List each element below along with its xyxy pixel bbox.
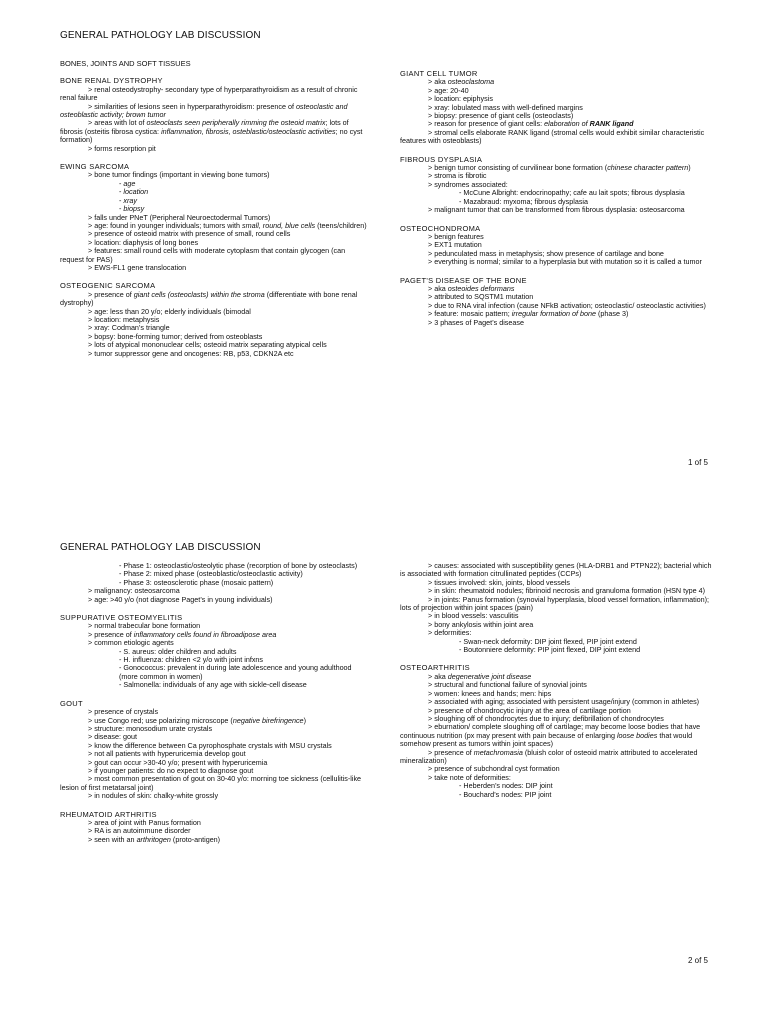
sub-bullet-line: - age — [119, 178, 136, 188]
bullet-line: > not all patients with hyperuricemia develop gout — [88, 749, 246, 759]
bullet-line: > know the difference between Ca pyrophosphate crystals with MSU crystals — [88, 740, 332, 750]
bullet-line: > if younger patients: do no expect to diagnose gout — [88, 765, 254, 775]
sub-bullet-line: - Mazabraud: myxoma; fibrous dysplasia — [459, 196, 589, 206]
bullet-line: > area of joint with Panus formation — [88, 817, 201, 827]
bullet-line: > presence of chondrocytic injury at the area of cartilage portion — [428, 705, 631, 715]
left-column-content — [60, 562, 370, 844]
bullet-line: > malignancy: osteosarcoma — [88, 586, 180, 596]
bullet-line: > EWS-FL1 gene translocation — [88, 262, 187, 272]
sub-bullet-line: - Salmonella: individuals of any age with sickle-cell disease — [119, 680, 307, 690]
sub-bullet-line: - McCune Albright: endocrinopathy; cafe au lait spots; fibrous dysplasia — [459, 188, 685, 198]
sub-bullet-line: - Boutonniere deformity: PIP joint flexed, DIP joint extend — [459, 645, 641, 655]
bullet-line: > reason for presence of giant cells: elaboration of RANK ligand — [428, 119, 634, 129]
bullet-line: > presence of subchondral cyst formation — [428, 764, 560, 774]
bullet-line: > feature: mosaic pattern; irregular formation of bone (phase 3) — [428, 309, 629, 319]
bullet-line: > associated with aging; associated with persistent usage/injury (common in athletes) — [428, 697, 700, 707]
section-heading: OSTEOCHONDROMA — [400, 223, 481, 233]
bullet-line: > structural and functional failure of synovial joints — [428, 680, 587, 690]
bullet-line: > women: knees and hands; men: hips — [428, 688, 552, 698]
bullet-line: > xray: lobulated mass with well-defined margins — [428, 102, 583, 112]
bullet-line: > tumor suppressor gene and oncogenes: RB, p53, CDKN2A etc — [88, 348, 294, 358]
section-heading: RHEUMATOID ARTHRITIS — [60, 809, 157, 819]
bullet-line: > 3 phases of Paget’s disease — [428, 317, 524, 327]
bullet-line: > seen with an arthritogen (proto-antigen) — [88, 834, 221, 844]
page-number: 2 of 5 — [687, 956, 708, 965]
bullet-line: > tissues involved: skin, joints, blood vessels — [428, 577, 571, 587]
bullet-line: > RA is an autoimmune disorder — [88, 826, 191, 836]
right-column-content — [400, 562, 712, 799]
sub-bullet-line: - Phase 3: osteosclerotic phase (mosaic pattern) — [119, 577, 274, 587]
section-heading: GIANT CELL TUMOR — [400, 69, 478, 78]
page-title: GENERAL PATHOLOGY LAB DISCUSSION — [60, 542, 261, 553]
bullet-line: > presence of osteoid matrix with presence of small, round cells — [88, 229, 291, 239]
sub-bullet-line: - H. influenza: children <2 y/o with joint infxns — [119, 655, 264, 665]
bullet-line: > pedunculated mass in metaphysis; show presence of cartilage and bone — [428, 248, 664, 258]
bullet-line: > attributed to SQSTM1 mutation — [428, 292, 534, 302]
bullet-line: > aka degenerative joint disease — [428, 671, 532, 681]
sub-bullet-line: - Gonococcus: prevalent in during late adolescence and young adulthood (more common in women) — [119, 663, 352, 681]
bullet-line: > stroma is fibrotic — [428, 171, 487, 181]
bullet-line: > presence of giant cells (osteoclasts) within the stroma (differentiate with bone renal dystrophy) — [60, 289, 358, 308]
bullet-line: > similarities of lesions seen in hyperparathyroidism: presence of osteoclastic and osteoblastic activity; brown tumor — [60, 101, 348, 120]
bullet-line: > areas with lot of osteoclasts seen peripherally rimming the osteoid matrix; lots of fibrosis (osteitis fibrosa cystica: inflammation, fibrosis, osteblastic/osteoclastic activities; no cyst formation) — [60, 118, 363, 145]
bullet-line: > sloughing off of chondrocytes due to injury; defibrillation of chondrocytes — [428, 713, 664, 723]
page-number: 1 of 5 — [687, 458, 708, 467]
bullet-line: > stromal cells elaborate RANK ligand (stromal cells would exhibit similar characteristic features with osteoblasts) — [400, 127, 705, 146]
bullet-line: > forms resorption pit — [88, 143, 156, 153]
bullet-line: > everything is normal; similar to a hyperplasia but with mutation so it is called a tumor — [428, 257, 702, 267]
bullet-line: > falls under PNeT (Peripheral Neuroectodermal Tumors) — [88, 212, 271, 222]
bullet-line: > aka osteoides deformans — [428, 283, 515, 293]
right-column-content — [400, 70, 712, 327]
bullet-line: > aka osteoclastoma — [428, 77, 495, 87]
bullet-line: > bopsy: bone-forming tumor; derived from osteoblasts — [88, 331, 263, 341]
section-heading: BONE RENAL DYSTROPHY — [60, 76, 163, 86]
sub-bullet-line: - location — [119, 187, 149, 197]
bullet-line: > gout can occur >30-40 y/o; present with hyperuricemia — [88, 757, 268, 767]
sub-bullet-line: - Heberden’s nodes: DIP joint — [459, 781, 553, 791]
bullet-line: > common etiologic agents — [88, 638, 174, 648]
sub-bullet-line: - Swan-neck deformity: DIP joint flexed, PIP joint extend — [459, 636, 637, 646]
bullet-line: > presence of metachromasia (bluish color of osteoid matrix attributed to accelerated mineralization) — [400, 747, 698, 765]
bullet-line: > age: found in younger individuals; tumors with small, round, blue cells (teens/children) — [88, 220, 367, 230]
bullet-line: > xray: Codman’s triangle — [88, 323, 170, 333]
sub-bullet-line: - Bouchard’s nodes: PIP joint — [459, 789, 552, 799]
page-title: GENERAL PATHOLOGY LAB DISCUSSION — [60, 30, 261, 41]
section-heading: OSTEOGENIC SARCOMA — [60, 281, 156, 291]
section-subtitle: BONES, JOINTS AND SOFT TISSUES — [60, 59, 191, 68]
left-column — [60, 60, 370, 358]
bullet-line: > age: >40 y/o (not diagnose Paget’s in young individuals) — [88, 594, 273, 604]
bullet-line: > malignant tumor that can be transformed from fibrous dysplasia: osteosarcoma — [428, 205, 685, 215]
section-heading: GOUT — [60, 698, 83, 708]
bullet-line: > biopsy: presence of giant cells (osteoclasts) — [428, 111, 574, 121]
bullet-line: > features: small round cells with moderate cytoplasm that contain glycogen (can request for PAS) — [60, 246, 346, 264]
bullet-line: > in nodules of skin: chalky-white grossly — [88, 791, 219, 801]
bullet-line: > in joints: Panus formation (synovial hyperplasia, blood vessel formation, inflammation); lots of projection within joint spaces (pain) — [400, 594, 710, 613]
sub-bullet-line: - S. aureus: older children and adults — [119, 646, 237, 656]
left-column-content — [60, 77, 370, 358]
right-column — [400, 70, 712, 327]
bullet-line: > EXT1 mutation — [428, 240, 482, 250]
bullet-line: > most common presentation of gout on 30-40 y/o: morning toe sickness (cellulitis-like lesion of first metatarsal joint) — [60, 774, 362, 792]
left-column — [60, 562, 370, 844]
bullet-line: > location: epiphysis — [428, 94, 493, 104]
bullet-line: > age: 20-40 — [428, 85, 469, 95]
bullet-line: > presence of crystals — [88, 707, 159, 717]
bullet-line: > in blood vessels: vasculitis — [428, 611, 519, 621]
section-heading: SUPPURATIVE OSTEOMYELITIS — [60, 613, 183, 623]
bullet-line: > normal trabecular bone formation — [88, 621, 201, 631]
bullet-line: > lots of atypical mononuclear cells; osteoid matrix separating atypical cells — [88, 340, 327, 350]
section-heading: PAGET'S DISEASE OF THE BONE — [400, 275, 527, 285]
sub-bullet-line: - xray — [119, 195, 137, 205]
bullet-line: > structure: monosodium urate crystals — [88, 723, 213, 733]
bullet-line: > renal osteodystrophy- secondary type of hyperparathyroidism as a result of chronic renal failure — [60, 84, 358, 103]
sub-bullet-line: - Phase 2: mixed phase (osteoblastic/osteoclastic activity) — [119, 569, 303, 579]
bullet-line: > location: diaphysis of long bones — [88, 237, 199, 247]
bullet-line: > causes: associated with susceptibility genes (HLA-DRB1 and PTPN22); bacterial which is associated with formation citrullinated peptides (CCPs) — [400, 561, 712, 579]
section-heading: FIBROUS DYSPLASIA — [400, 154, 483, 164]
bullet-line: > presence of inflammatory cells found in fibroadipose area — [88, 629, 277, 639]
bullet-line: > bone tumor findings (important in viewing bone tumors) — [88, 170, 270, 180]
bullet-line: > due to RNA viral infection (cause NFkB activation; osteoclastic/ osteoclastic activities) — [428, 300, 706, 310]
sub-bullet-line: - biopsy — [119, 204, 145, 214]
bullet-line: > use Congo red; use polarizing microscope (negative birefringence) — [88, 715, 306, 725]
bullet-line: > benign features — [428, 231, 484, 241]
bullet-line: > take note of deformities: — [428, 772, 511, 782]
bullet-line: > location: metaphysis — [88, 314, 160, 324]
bullet-line: > age: less than 20 y/o; elderly individuals (bimodal — [88, 306, 251, 316]
bullet-line: > deformities: — [428, 628, 472, 638]
bullet-line: > bony ankylosis within joint area — [428, 619, 534, 629]
bullet-line: > eburnation/ complete sloughing off of cartilage; may become loose bodies that have continuous nutrition (px may present with pain because of enlarging loose bodies that would somehow present as tumors within joint spaces) — [400, 722, 701, 749]
bullet-line: > benign tumor consisting of curvilinear bone formation (chinese character pattern) — [428, 163, 691, 173]
sub-bullet-line: - Phase 1: osteoclastic/osteolytic phase (recorption of bone by osteoclasts) — [119, 561, 358, 570]
section-heading: EWING SARCOMA — [60, 162, 130, 172]
section-heading: OSTEOARTHRITIS — [400, 663, 470, 673]
right-column — [400, 562, 712, 799]
bullet-line: > disease: gout — [88, 732, 137, 742]
bullet-line: > syndromes associated: — [428, 179, 508, 189]
document-page-2 — [0, 512, 768, 1024]
bullet-line: > in skin: rheumatoid nodules; fibrinoid necrosis and granuloma formation (HSN type 4) — [428, 586, 706, 596]
